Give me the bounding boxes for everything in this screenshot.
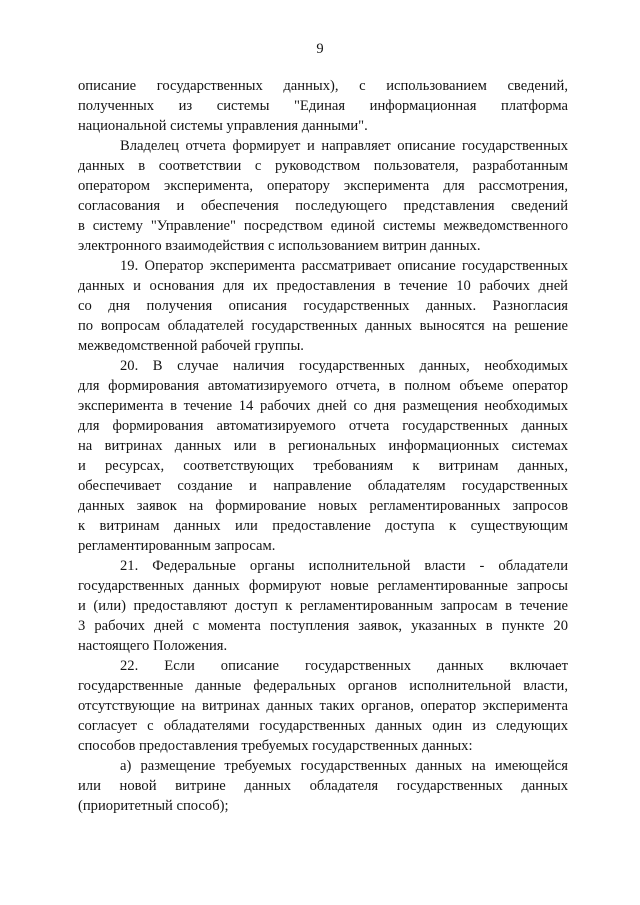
- text-line: согласования и обеспечения последующего представления сведений: [78, 198, 568, 214]
- text-line: по вопросам обладателей государственных данных выносятся на решение: [78, 318, 568, 334]
- text-line: полученных из системы "Единая информационная платформа: [78, 98, 568, 114]
- text-line: согласует с обладателями государственных данных один из следующих: [78, 718, 568, 734]
- paragraph: [78, 76, 568, 136]
- text-line: в систему "Управление" посредством единой системы межведомственного: [78, 218, 568, 234]
- text-line: обеспечивает создание и направление обладателям государственных: [78, 478, 568, 494]
- paragraph: [78, 756, 568, 816]
- text-line: описание государственных данных), с использованием сведений,: [78, 78, 568, 94]
- text-line: на витринах данных или в региональных информационных системах: [78, 438, 568, 454]
- text-line: 20. В случае наличия государственных данных, необходимых: [120, 358, 568, 374]
- text-line: национальной системы управления данными".: [78, 118, 368, 134]
- text-line: способов предоставления требуемых государственных данных:: [78, 738, 473, 754]
- text-line: для формирования автоматизируемого отчета, в полном объеме оператор: [78, 378, 568, 394]
- text-line: данных и основания для их предоставления в течение 10 рабочих дней: [78, 278, 568, 294]
- text-line: 22. Если описание государственных данных включает: [120, 658, 568, 674]
- text-line: или новой витрине данных обладателя государственных данных: [78, 778, 568, 794]
- text-line: данных заявок на формирование новых регламентированных запросов: [78, 498, 568, 514]
- paragraph: [78, 656, 568, 756]
- text-line: 3 рабочих дней с момента поступления заявок, указанных в пункте 20: [78, 618, 568, 634]
- text-line: отсутствующие на витринах данных таких органов, оператор эксперимента: [78, 698, 568, 714]
- text-line: государственных данных формируют новые регламентированные запросы: [78, 578, 568, 594]
- text-line: эксперимента в течение 14 рабочих дней со дня размещения необходимых: [78, 398, 568, 414]
- paragraph: [78, 256, 568, 356]
- paragraph: [78, 356, 568, 556]
- text-line: электронного взаимодействия с использованием витрин данных.: [78, 238, 481, 254]
- text-line: настоящего Положения.: [78, 638, 228, 654]
- text-line: (приоритетный способ);: [78, 798, 229, 814]
- text-line: государственные данные федеральных органов исполнительной власти,: [78, 678, 568, 694]
- text-line: 19. Оператор эксперимента рассматривает описание государственных: [120, 258, 568, 274]
- text-line: и ресурсах, соответствующих требованиям к витринам данных,: [78, 458, 568, 474]
- page-number: 9: [316, 41, 324, 57]
- text-line: межведомственной рабочей группы.: [78, 338, 304, 354]
- text-line: 21. Федеральные органы исполнительной власти - обладатели: [120, 558, 568, 574]
- text-line: со дня получения описания государственных данных. Разногласия: [78, 298, 568, 314]
- text-line: Владелец отчета формирует и направляет описание государственных: [120, 138, 568, 154]
- text-line: к витринам данных или предоставление доступа к существующим: [78, 518, 568, 534]
- paragraph: [78, 136, 568, 256]
- text-line: данных в соответствии с руководством пользователя, разработанным: [78, 158, 568, 174]
- text-line: оператором эксперимента, оператору эксперимента для рассмотрения,: [78, 178, 568, 194]
- paragraph: [78, 556, 568, 656]
- text-line: и (или) предоставляют доступ к регламентированным запросам в течение: [78, 598, 568, 614]
- text-line: а) размещение требуемых государственных данных на имеющейся: [120, 758, 568, 774]
- document-body: [78, 76, 568, 816]
- text-line: для формирования автоматизируемого отчета государственных данных: [78, 418, 568, 434]
- text-line: регламентированным запросам.: [78, 538, 276, 554]
